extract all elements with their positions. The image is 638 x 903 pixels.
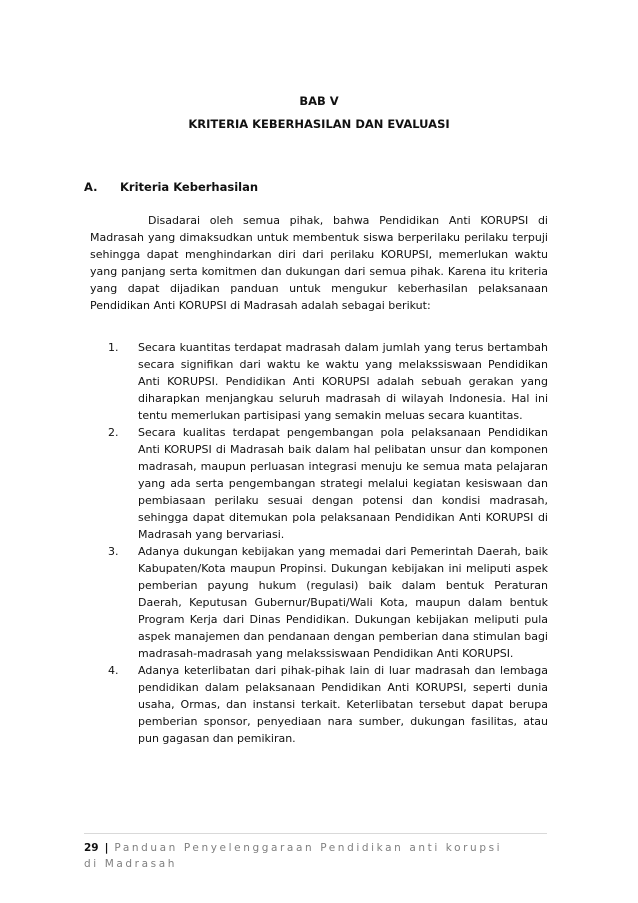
chapter-number: BAB V (299, 94, 339, 108)
section-heading (84, 180, 258, 194)
list-item-text: Secara kualitas terdapat pengembangan pola pelaksanaan Pendidikan Anti KORUPSI di Madrasah baik dalam hal pelibatan unsur dan komponen madrasah, maupun perluasan integrasi menuju ke semua mata pelajaran yang ada serta pengembangan strategi melalui kegiatan kesiswaan dan pembiasaan perilaku sesuai dengan potensi dan kondisi madrasah, sehingga dapat ditemukan pola pelaksanaan Pendidikan Anti KORUPSI di Madrasah yang bervariasi. (138, 426, 548, 541)
list-item-text: Secara kuantitas terdapat madrasah dalam jumlah yang terus bertambah secara signifikan dari waktu ke waktu yang melakssiswaan Pendidikan Anti KORUPSI. Pendidikan Anti KORUPSI adalah sebuah gerakan yang diharapkan menjangkau seluruh madrasah di wilayah Indonesia. Hal ini tentu memerlukan partisipasi yang semakin meluas secara kuantitas. (138, 341, 548, 422)
list-item (108, 543, 548, 662)
list-item-number: 1. (108, 341, 119, 354)
list-item (108, 662, 548, 747)
list-item (108, 339, 548, 424)
intro-paragraph (90, 212, 548, 314)
section-letter: A. (84, 180, 98, 194)
list-item-number: 4. (108, 664, 119, 677)
section-title: Kriteria Keberhasilan (120, 180, 259, 194)
footer-divider (84, 833, 547, 834)
criteria-list (108, 339, 548, 747)
page-footer (84, 840, 514, 872)
footer-text: Panduan Penyelenggaraan Pendidikan anti korupsi di Madrasah (84, 842, 503, 870)
footer-separator: | (104, 842, 109, 854)
list-item (108, 424, 548, 543)
list-item-text: Adanya keterlibatan dari pihak-pihak lain di luar madrasah dan lembaga pendidikan dalam pelaksanaan Pendidikan Anti KORUPSI, seperti dunia usaha, Ormas, dan instansi terkait. Keterlibatan tersebut dapat berupa pemberian sponsor, penyediaan nara sumber, dukungan fasilitas, atau pun gagasan dan pemikiran. (138, 664, 548, 745)
list-item-number: 3. (108, 545, 119, 558)
list-item-number: 2. (108, 426, 119, 439)
chapter-title: KRITERIA KEBERHASILAN DAN EVALUASI (188, 117, 450, 131)
list-item-text: Adanya dukungan kebijakan yang memadai dari Pemerintah Daerah, baik Kabupaten/Kota maupun Propinsi. Dukungan kebijakan ini meliputi aspek pemberian payung hukum (regulasi) baik dalam bentuk Peraturan Daerah, Keputusan Gubernur/Bupati/Wali Kota, maupun dalam bentuk Program Kerja dari Dinas Pendidikan. Dukungan kebijakan meliputi pula aspek manajemen dan pendanaan dengan pemberian dana stimulan bagi madrasah-madrasah yang melakssiswaan Pendidikan Anti KORUPSI. (138, 545, 548, 660)
page-number: 29 (84, 842, 99, 854)
intro-text: Disadarai oleh semua pihak, bahwa Pendidikan Anti KORUPSI di Madrasah yang dimaksudkan untuk membentuk siswa berperilaku perilaku terpuji sehingga dapat menghindarkan diri dari perilaku KORUPSI, memerlukan waktu yang panjang serta komitmen dan dukungan dari semua pihak. Karena itu kriteria yang dapat dijadikan panduan untuk mengukur keberhasilan pelaksanaan Pendidikan Anti KORUPSI di Madrasah adalah sebagai berikut: (90, 214, 548, 312)
